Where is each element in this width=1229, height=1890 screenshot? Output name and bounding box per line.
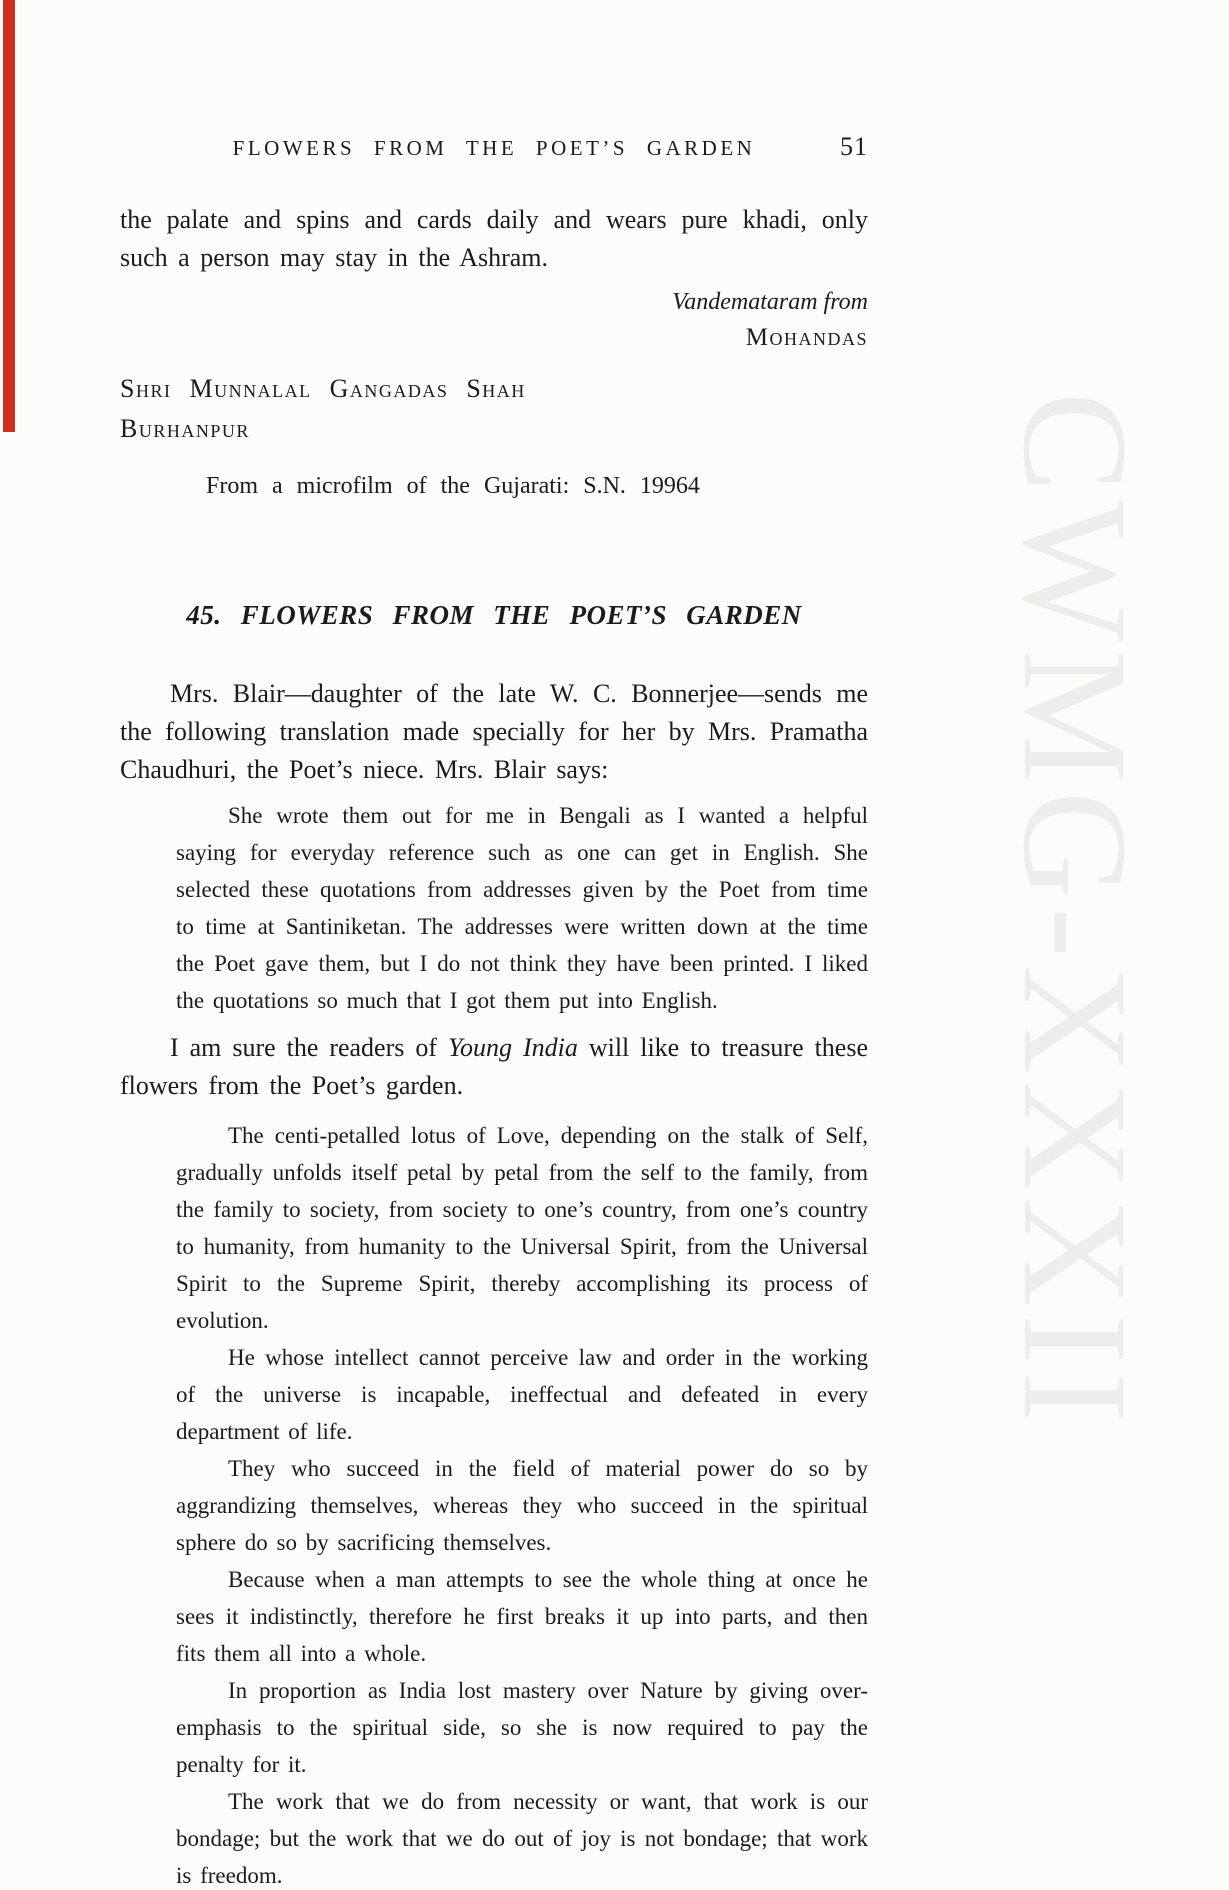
flower-paragraph: Because when a man attempts to see the whole thing at once he sees it indistinctly, therefore he first breaks it up into parts, and then fits them all into a whole. bbox=[176, 1567, 868, 1666]
flower-paragraph: The work that we do from necessity or want, that work is our bondage; but the work that we do out of joy is not bondage; that work is freedom. bbox=[176, 1789, 868, 1888]
flower-paragraph: In proportion as India lost mastery over Nature by giving over-emphasis to the spiritual side, so she is now required to pay the penalty for it. bbox=[176, 1678, 868, 1777]
treasure-paragraph bbox=[120, 1029, 868, 1105]
treasure-text-before: I am sure the readers of bbox=[170, 1033, 448, 1062]
addressee-place: Burhanpur bbox=[120, 414, 250, 443]
addressee-name: Shri Munnalal Gangadas Shah bbox=[120, 374, 526, 403]
signature-valediction: Vandemataram from bbox=[672, 289, 868, 315]
source-note: From a microfilm of the Gujarati: S.N. 19964 bbox=[206, 473, 700, 499]
young-india-italic-title: Young India bbox=[447, 1033, 578, 1062]
running-title: FLOWERS FROM THE POET’S GARDEN bbox=[232, 136, 756, 160]
signature-name: Mohandas bbox=[745, 324, 868, 351]
flower-paragraph: They who succeed in the field of material power do so by aggrandizing themselves, whereas they who succeed in the spiritual sphere do so by sacrificing themselves. bbox=[176, 1456, 868, 1555]
intro-paragraph: the palate and spins and cards daily and wears pure khadi, only such a person may stay in the Ashram. bbox=[120, 205, 868, 272]
article-heading: 45. FLOWERS FROM THE POET’S GARDEN bbox=[186, 600, 802, 630]
addressee-block bbox=[120, 369, 868, 449]
flowers-quotation-block bbox=[176, 1117, 868, 1890]
blockquote-paragraph: She wrote them out for me in Bengali as I wanted a helpful saying for everyday reference such as one can get in English. She selected these quotations from addresses given by the Poet from time to time at Santiniketan. The addresses were written down at the time the Poet gave them, but I do not think they have been printed. I liked the quotations so much that I got them put into English. bbox=[176, 803, 868, 1013]
running-header bbox=[120, 132, 868, 161]
scan-edge-red-stripe bbox=[3, 0, 15, 432]
text-column bbox=[120, 0, 868, 1890]
treasure-text-after: will like to treasure these flowers from the Poet’s garden. bbox=[120, 1033, 869, 1100]
signature-block bbox=[120, 285, 868, 355]
watermark-text: CWMG-XXXII bbox=[992, 392, 1158, 1431]
flower-paragraph: The centi-petalled lotus of Love, depending on the stalk of Self, gradually unfolds itself petal by petal from the self to the family, from the family to society, from society to one’s country, from one’s country to humanity, from humanity to the Universal Spirit, from the Universal Spirit to the Supreme Spirit, thereby accomplishing its process of evolution. bbox=[176, 1123, 868, 1333]
flower-paragraph: He whose intellect cannot perceive law and order in the working of the universe is incapable, ineffectual and defeated in every department of life. bbox=[176, 1345, 868, 1444]
page-number: 51 bbox=[840, 132, 868, 161]
article-intro-paragraph: Mrs. Blair—daughter of the late W. C. Bonnerjee—sends me the following translation made specially for her by Mrs. Pramatha Chaudhuri, the Poet’s niece. Mrs. Blair says: bbox=[120, 679, 868, 784]
